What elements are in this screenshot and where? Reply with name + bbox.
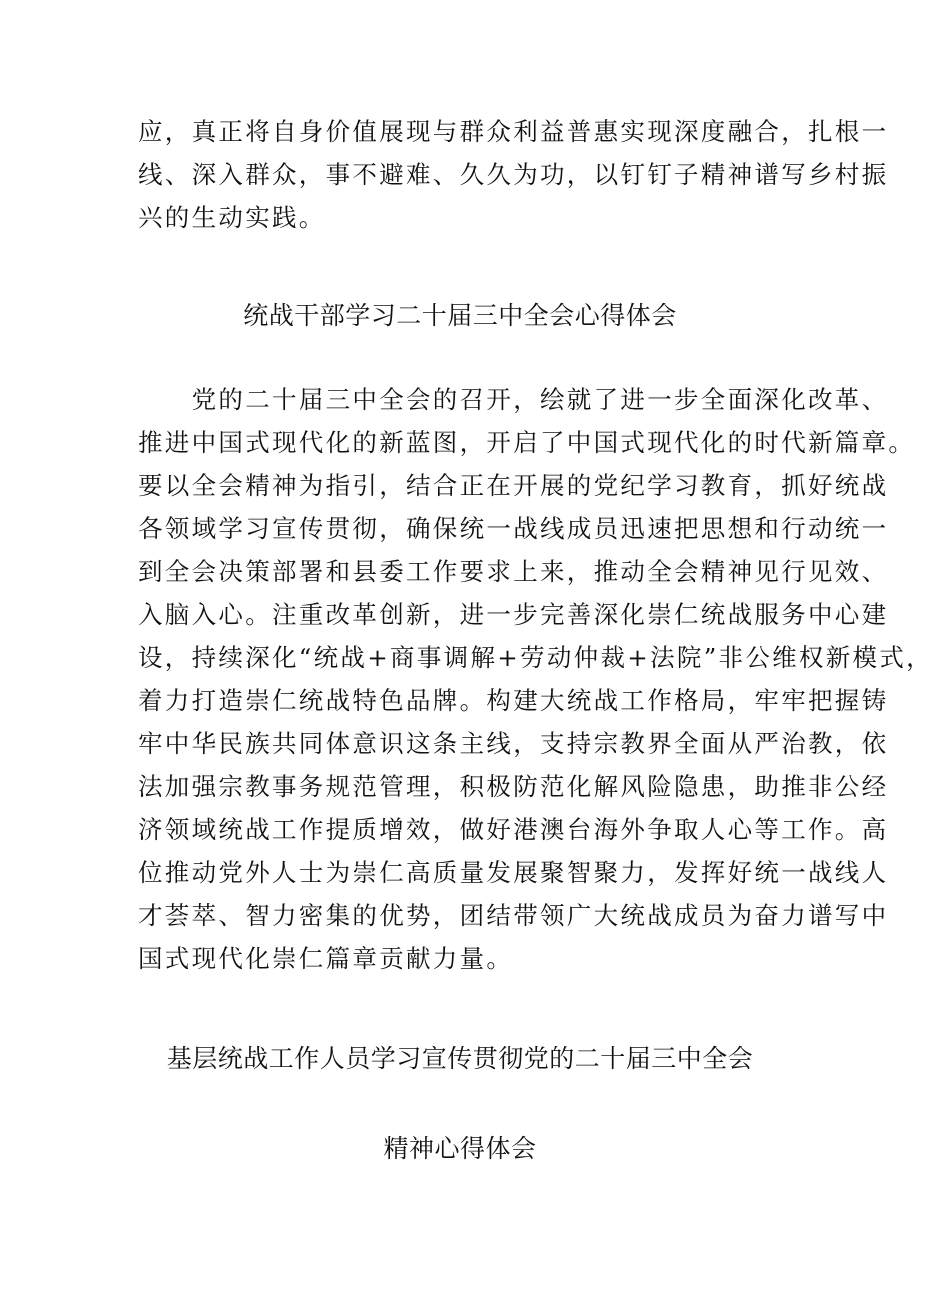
paragraph-line: 位推动党外人士为崇仁高质量发展聚智聚力，发挥好统一战线人 <box>138 858 889 887</box>
paragraph-line: 入脑入心。注重改革创新，进一步完善深化崇仁统战服务中心建 <box>138 600 889 629</box>
paragraph-line: 各领域学习宣传贯彻，确保统一战线成员迅速把思想和行动统一 <box>138 514 889 543</box>
paragraph-line: 着力打造崇仁统战特色品牌。构建大统战工作格局，牢牢把握铸 <box>138 686 889 715</box>
paragraph-line: 应，真正将自身价值展现与群众利益普惠实现深度融合，扎根一 <box>138 117 889 146</box>
paragraph-line: 线、深入群众，事不避难、久久为功，以钉钉子精神谱写乡村振 <box>138 160 889 189</box>
section-title-line-2: 精神心得体会 <box>383 1134 537 1163</box>
paragraph-line: 国式现代化崇仁篇章贡献力量。 <box>138 944 514 973</box>
paragraph-line: 法加强宗教事务规范管理，积极防范化解风险隐患，助推非公经 <box>138 772 889 801</box>
section-title-line-1: 基层统战工作人员学习宣传贯彻党的二十届三中全会 <box>166 1044 754 1073</box>
section-title: 统战干部学习二十届三中全会心得体会 <box>243 301 677 330</box>
paragraph-line: 要以全会精神为指引，结合正在开展的党纪学习教育，抓好统战 <box>138 471 889 500</box>
paragraph-line: 才荟萃、智力密集的优势，团结带领广大统战成员为奋力谱写中 <box>138 901 889 930</box>
paragraph-line: 济领域统战工作提质增效，做好港澳台海外争取人心等工作。高 <box>138 815 889 844</box>
paragraph-line: 党的二十届三中全会的召开，绘就了进一步全面深化改革、 <box>138 385 889 414</box>
paragraph-line: 到全会决策部署和县委工作要求上来，推动全会精神见行见效、 <box>138 557 889 586</box>
paragraph-line: 推进中国式现代化的新蓝图，开启了中国式现代化的时代新篇章。 <box>138 428 916 457</box>
paragraph-line: 兴的生动实践。 <box>138 203 326 232</box>
paragraph-line: 牢中华民族共同体意识这条主线，支持宗教界全面从严治教，依 <box>138 729 889 758</box>
paragraph-line: 设，持续深化“统战+商事调解+劳动仲裁+法院”非公维权新模式， <box>138 643 933 672</box>
